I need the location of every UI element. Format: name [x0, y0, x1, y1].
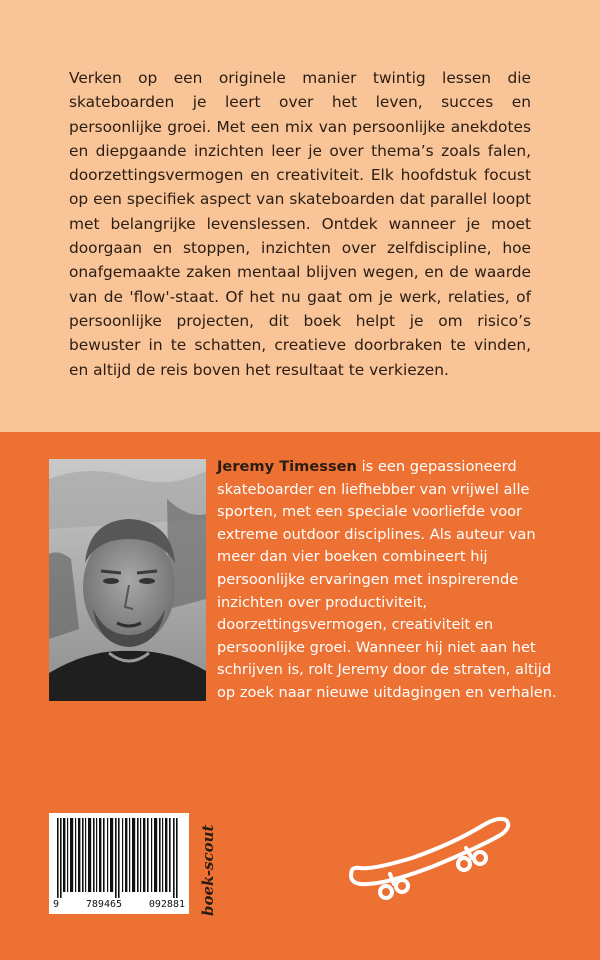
author-photo: [49, 459, 206, 701]
isbn-digit-lead: 9: [53, 899, 60, 910]
author-bio: [217, 456, 557, 705]
isbn-digits: [49, 899, 189, 910]
publisher-logo: boek-scout: [199, 824, 217, 916]
isbn-digits-left: 789465: [85, 899, 123, 910]
author-portrait-illustration: [49, 459, 206, 701]
isbn-digits-right: 092881: [148, 899, 185, 910]
isbn-barcode: [49, 813, 189, 914]
author-bio-text: is een gepassioneerd skateboarder en liefhebber van vrijwel alle sporten, met een speciale voorliefde voor extreme outdoor disciplines. Als auteur van meer dan vier boeken combineert hij persoonlijke ervaringen met inspirerende inzichten over productiviteit, doorzettingsvermogen, creativiteit en persoonlijke groei. Wanneer hij niet aan het schrijven is, rolt Jeremy door de straten, altijd op zoek naar nieuwe uitdagingen en verhalen.: [217, 458, 557, 701]
blurb-panel: [0, 0, 600, 432]
barcode-bars: [49, 813, 189, 899]
book-blurb: Verken op een originele manier twintig lessen die skateboarden je leert over het leven, succes en persoonlijke groei. Met een mix van persoonlijke anekdotes en diepgaande inzichten leer je over thema’s zoals falen, doorzettingsvermogen en creativiteit. Elk hoofdstuk focust op een specifiek aspect van skateboarden dat parallel loopt met belangrijke levenslessen. Ontdek wanneer je moet doorgaan en stoppen, inzichten over zelfdiscipline, hoe onafgemaakte zaken mentaal blijven wegen, en de waarde van de 'flow'-staat. Of het nu gaat om je werk, relaties, of persoonlijke projecten, dit boek helpt je om risico’s bewuster in te schatten, creatieve doorbraken te vinden, en altijd de reis boven het resultaat te verkiezen.: [69, 69, 531, 379]
author-name: Jeremy Timessen: [217, 458, 357, 475]
skateboard-icon: [342, 812, 514, 908]
